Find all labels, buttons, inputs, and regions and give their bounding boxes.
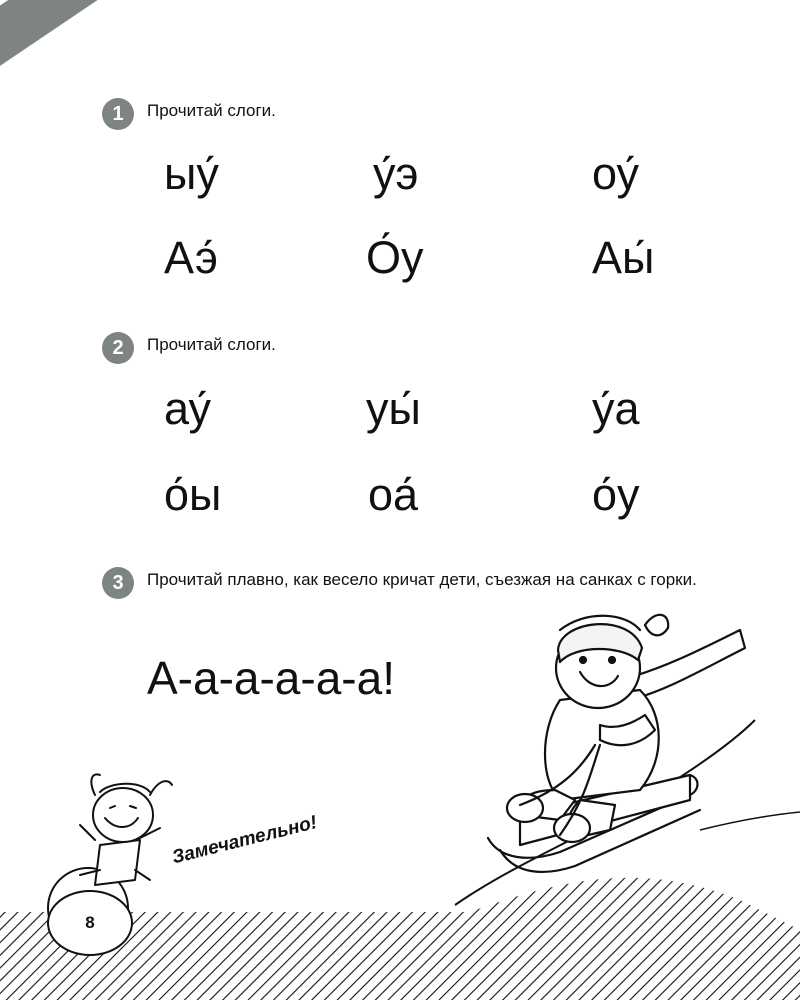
syllable: уы́ (366, 383, 421, 434)
syllable: ыу́ (164, 148, 219, 199)
syllable: о́у (592, 469, 640, 520)
task-number-badge: 3 (102, 567, 134, 599)
syllable: о́ы (164, 469, 222, 520)
syllable: оу́ (592, 148, 640, 199)
task-number-badge: 1 (102, 98, 134, 130)
task-3 (102, 567, 727, 599)
task-1 (102, 98, 276, 130)
task-instruction: Прочитай плавно, как весело кричат дети, съезжая на санках с горки. (147, 570, 697, 589)
praise-text: Замечательно! (170, 812, 320, 869)
shout-text: А-а-а-а-а-а! (147, 652, 395, 704)
task-number-badge: 2 (102, 332, 134, 364)
syllable: оа́ (368, 469, 419, 520)
task-instruction: Прочитай слоги. (147, 101, 276, 120)
task-instruction: Прочитай слоги. (147, 335, 276, 354)
syllable: Аы́ (592, 232, 655, 283)
boy-on-sled-illustration (488, 615, 745, 872)
syllable: Аэ́ (164, 232, 218, 283)
page-number (47, 890, 133, 956)
syllable: ау́ (164, 383, 212, 434)
page-number-label: 8 (85, 913, 95, 932)
syllable: у́а (592, 383, 640, 434)
syllable: у́э (373, 148, 419, 199)
syllable: О́у (366, 232, 424, 283)
task-2 (102, 332, 276, 364)
